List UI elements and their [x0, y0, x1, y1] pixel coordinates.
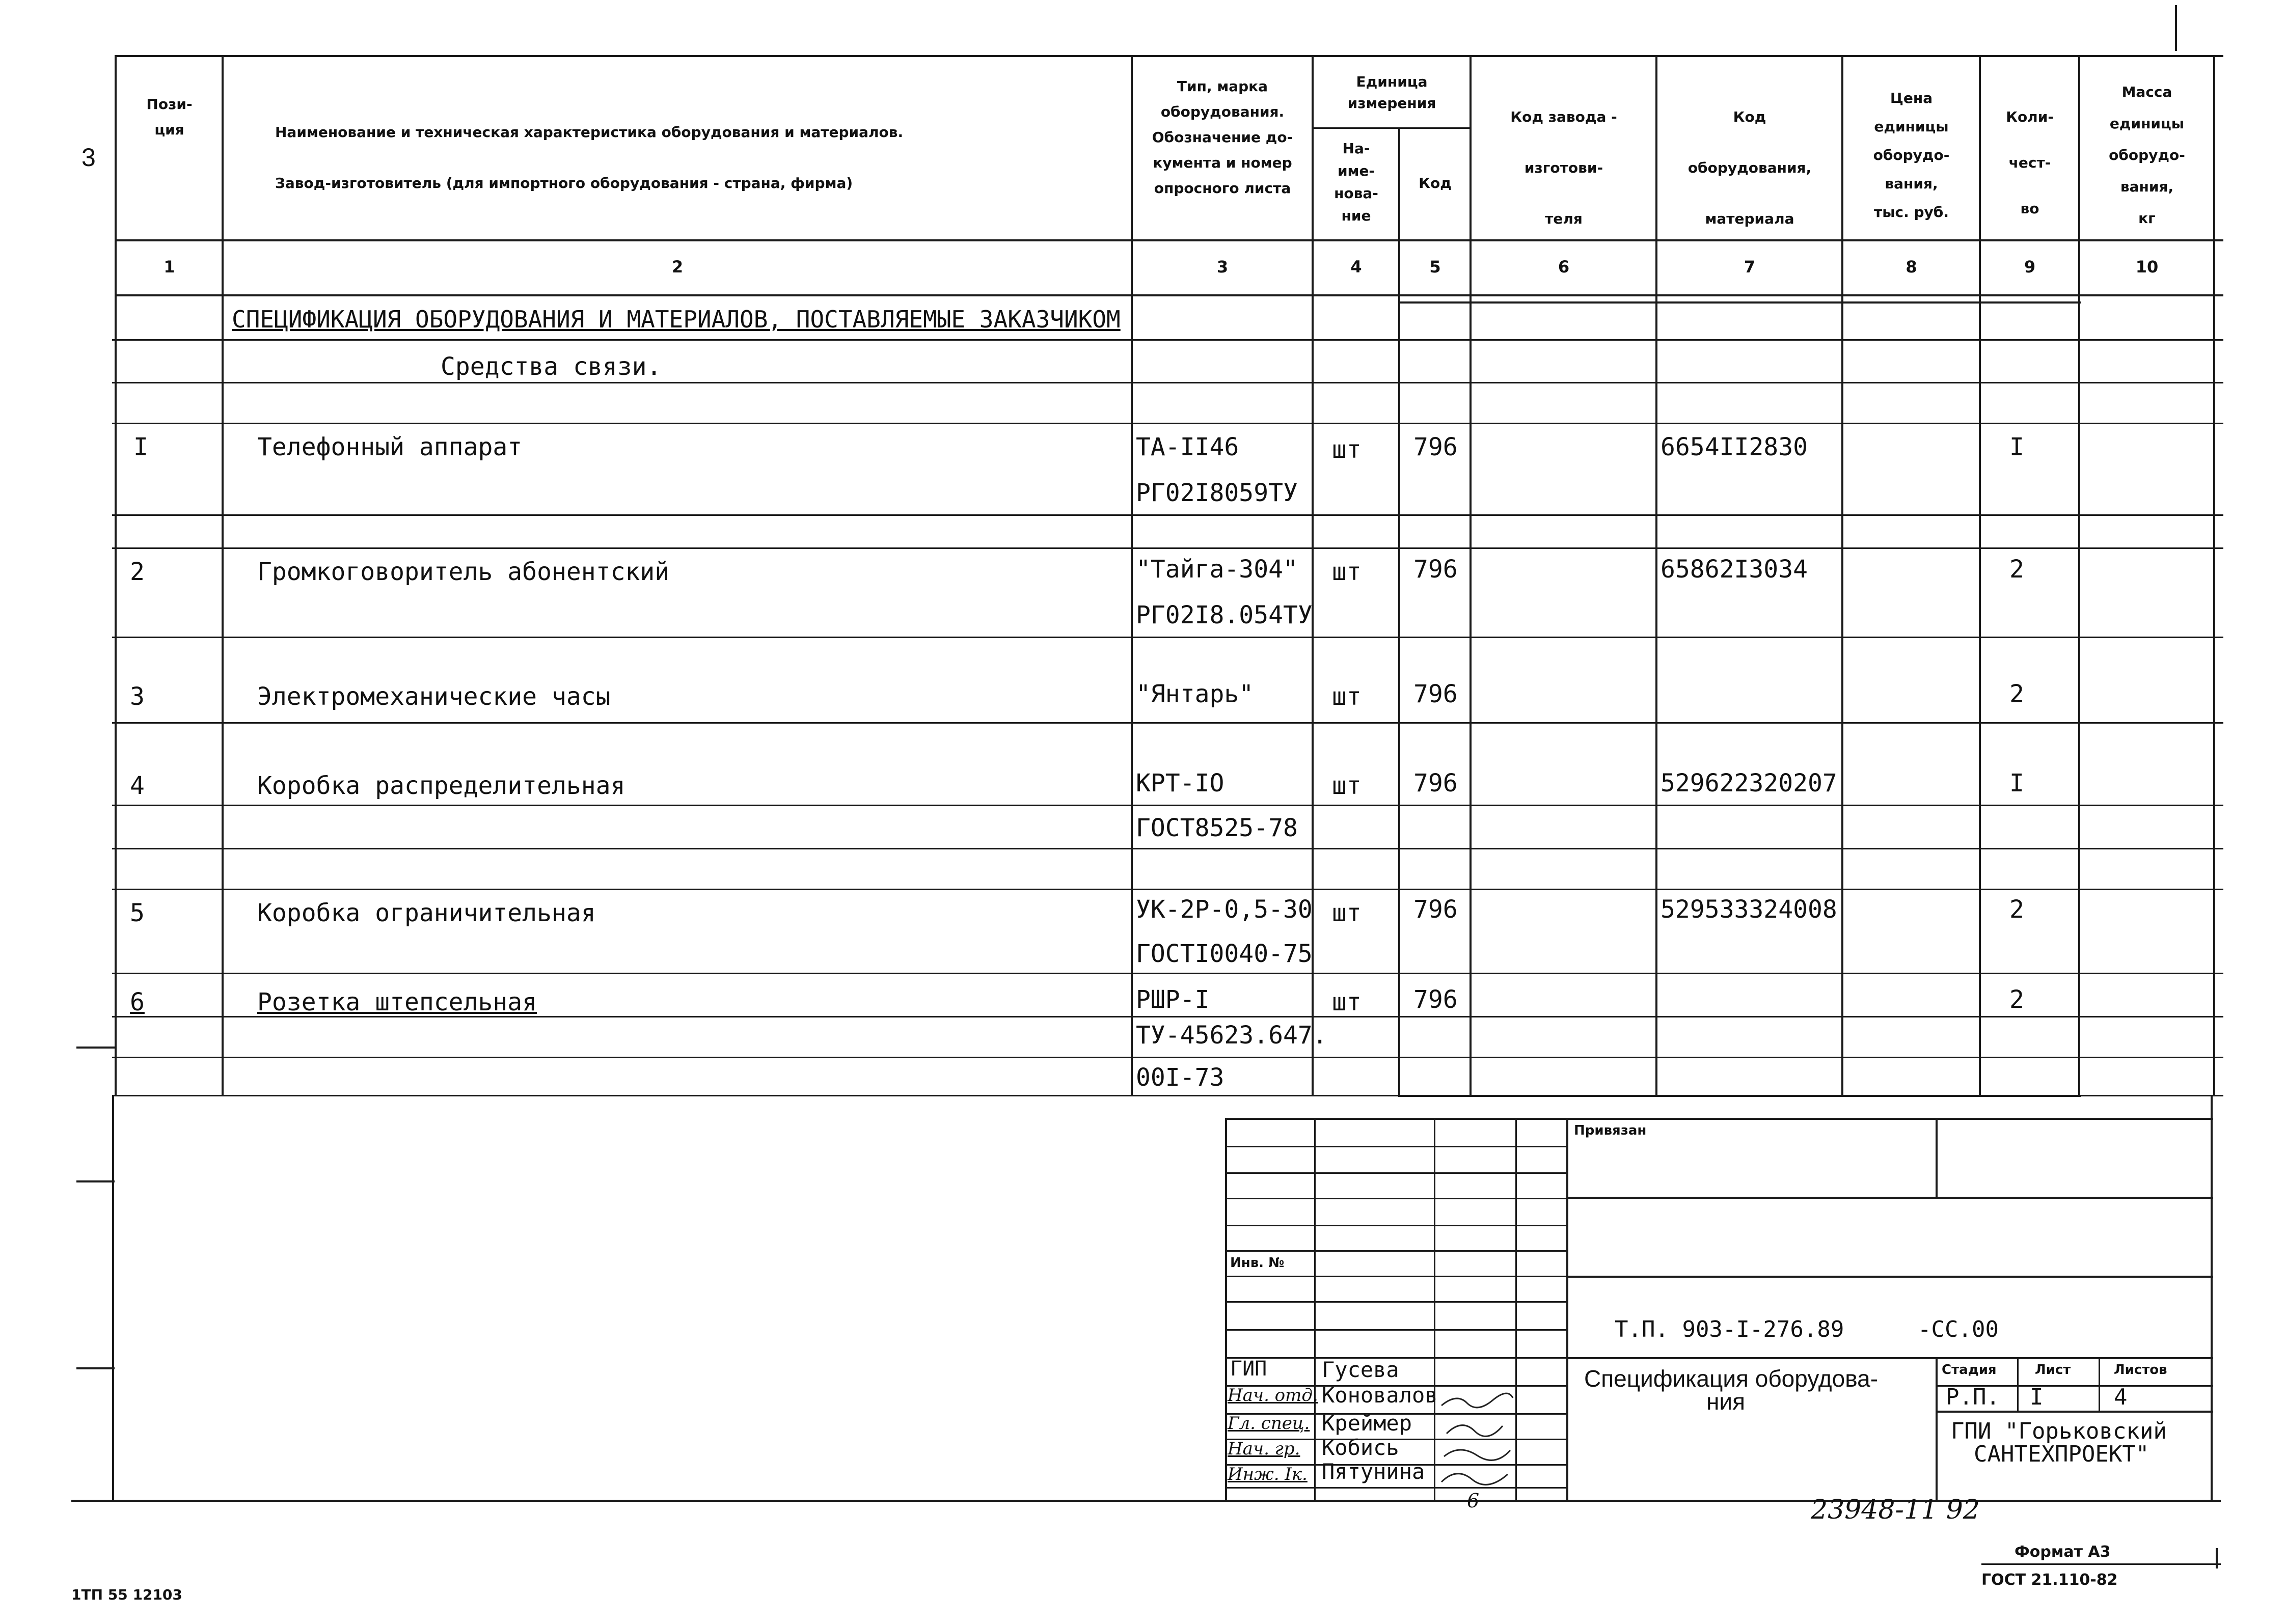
- row-position: I: [133, 433, 148, 461]
- header-factory-code: Код завода - изготови- теля: [1510, 108, 1617, 227]
- row-type: "Тайга-304": [1136, 555, 1298, 584]
- small-mark: 6: [1467, 1490, 1480, 1512]
- title-line-2: ния: [1706, 1388, 1746, 1415]
- row-quantity: I: [2009, 433, 2024, 461]
- row-type: ТА-II46: [1136, 433, 1239, 461]
- org-line-1: ГПИ "Горьковский: [1951, 1418, 2167, 1444]
- stage-label: Стадия: [1942, 1362, 1997, 1378]
- frame-right: [2211, 1095, 2213, 1501]
- sheet-label: Лист: [2035, 1362, 2071, 1378]
- row-type-doc: ГОСТ8525-78: [1136, 814, 1298, 842]
- row-name: Коробка распределительная: [257, 772, 625, 800]
- name-kreimer: Креймер: [1322, 1411, 1412, 1436]
- row-equipment-code: 65862I3034: [1661, 555, 1808, 584]
- document-code: Т.П. 903-I-276.89: [1615, 1316, 1844, 1342]
- row-position: 2: [130, 558, 145, 586]
- sheets-label: Листов: [2114, 1362, 2167, 1378]
- row-position: 4: [130, 772, 145, 800]
- row-name: Электромеханические часы: [257, 682, 611, 711]
- inv-number-label: Инв. №: [1230, 1255, 1285, 1271]
- row-quantity: 2: [2009, 680, 2024, 708]
- role-head-group: Нач. гр.: [1228, 1439, 1300, 1459]
- row-unit-code: 796: [1413, 555, 1458, 584]
- col-number-3: 3: [1216, 257, 1229, 277]
- row-type-doc: ТУ-45623.647.: [1136, 1021, 1327, 1050]
- stage-value: Р.П.: [1946, 1384, 2000, 1410]
- header-quantity: Коли- чест- во: [2006, 108, 2054, 217]
- subsection-title: Средства связи.: [441, 352, 662, 381]
- col-number-8: 8: [1906, 257, 1917, 277]
- col-number-10: 10: [2135, 257, 2159, 277]
- col-number-5: 5: [1429, 257, 1441, 277]
- row-unit-code: 796: [1413, 985, 1458, 1014]
- header-position: Пози- ция: [146, 96, 193, 138]
- margin-tick: [76, 1367, 115, 1369]
- document-suffix: -СС.00: [1918, 1316, 1999, 1342]
- header-name: Наименование и техническая характеристика оборудования и материалов. Завод-изготовитель (для импортного оборудования - страна, фирма): [275, 124, 904, 191]
- title-line-1: Спецификация оборудова-: [1584, 1365, 1879, 1392]
- role-gip: ГИП: [1230, 1357, 1267, 1381]
- name-pyatunina: Пятунина: [1322, 1459, 1425, 1484]
- role-engineer: Инж. Iк.: [1228, 1464, 1308, 1484]
- row-type: РШР-I: [1136, 985, 1210, 1014]
- row-quantity: 2: [2009, 555, 2024, 584]
- row-unit-code: 796: [1413, 769, 1458, 797]
- header-price: Цена единицы оборудо- вания, тыс. руб.: [1873, 90, 1950, 221]
- sheets-value: 4: [2114, 1384, 2128, 1410]
- row-name: Коробка ограничительная: [257, 899, 596, 927]
- row-type-doc: РГ02I8059ТУ: [1136, 479, 1298, 507]
- corner-tick: [2175, 5, 2177, 51]
- row-quantity: 2: [2009, 985, 2024, 1014]
- role-chief-spec: Гл. спец.: [1228, 1413, 1310, 1434]
- row-type: "Янтарь": [1136, 680, 1254, 708]
- privyazan-label: Привязан: [1574, 1123, 1647, 1138]
- row-type: КРТ-IO: [1136, 769, 1224, 797]
- row-equipment-code: 529533324008: [1661, 895, 1837, 924]
- signature-marks: [1436, 1385, 1518, 1492]
- name-konovalov: Коновалов: [1322, 1383, 1438, 1408]
- row-position: 5: [130, 899, 145, 927]
- margin-tick: [76, 1047, 115, 1049]
- row-unit: шт: [1332, 435, 1362, 464]
- col-number-1: 1: [164, 257, 175, 277]
- header-mass: Масса единицы оборудо- вания, кг: [2109, 84, 2185, 227]
- frame-left: [112, 1095, 114, 1501]
- row-type: УК-2Р-0,5-30: [1136, 895, 1313, 924]
- row-name: Розетка штепсельная: [257, 988, 537, 1016]
- col-number-6: 6: [1558, 257, 1570, 277]
- header-unit-name: На- име- нова- ние: [1334, 140, 1378, 224]
- row-equipment-code: 6654II2830: [1661, 433, 1808, 461]
- row-unit: шт: [1332, 558, 1362, 586]
- header-unit-group: Единица измерения: [1347, 73, 1436, 112]
- margin-number: 3: [81, 143, 96, 172]
- bottom-left-code: 1ТП 55 12103: [71, 1586, 182, 1603]
- col-number-7: 7: [1744, 257, 1756, 277]
- row-quantity: I: [2009, 769, 2024, 797]
- row-unit-code: 796: [1413, 433, 1458, 461]
- corner-tick: [2216, 1548, 2218, 1568]
- row-quantity: 2: [2009, 895, 2024, 924]
- gost-label: ГОСТ 21.110-82: [1981, 1571, 2118, 1589]
- row-unit-code: 796: [1413, 895, 1458, 924]
- margin-tick: [76, 1180, 115, 1182]
- row-unit: шт: [1332, 988, 1362, 1016]
- row-unit: шт: [1332, 682, 1362, 711]
- section-title: СПЕЦИФИКАЦИЯ ОБОРУДОВАНИЯ И МАТЕРИАЛОВ, ПОСТАВЛЯЕМЫЕ ЗАКАЗЧИКОМ: [232, 306, 1121, 333]
- header-equipment-code: Код оборудования, материала: [1688, 108, 1812, 227]
- row-type-doc: ГОСТI0040-75: [1136, 940, 1313, 968]
- row-position: 3: [130, 682, 145, 711]
- col-number-9: 9: [2024, 257, 2036, 277]
- row-unit: шт: [1332, 899, 1362, 927]
- format-line: [1981, 1563, 2221, 1565]
- row-position: 6: [130, 988, 145, 1016]
- header-type: Тип, марка оборудования. Обозначение до- кумента и номер опросного листа: [1152, 78, 1293, 197]
- row-type-doc-cont: 00I-73: [1136, 1063, 1224, 1092]
- format-label: Формат А3: [2015, 1543, 2111, 1561]
- name-kobis: Кобись: [1322, 1435, 1399, 1460]
- col-number-2: 2: [671, 257, 684, 277]
- handwritten-number: 23948-11 92: [1811, 1495, 1980, 1525]
- sheet-value: I: [2030, 1384, 2044, 1410]
- row-type-doc: РГ02I8.054ТУ: [1136, 601, 1313, 629]
- row-equipment-code: 529622320207: [1661, 769, 1837, 797]
- role-head-dept: Нач. отд.: [1228, 1385, 1318, 1406]
- header-unit-code: Код: [1419, 175, 1452, 191]
- row-name: Громкоговоритель абонентский: [257, 558, 670, 586]
- org-line-2: САНТЕХПРОЕКТ": [1974, 1441, 2149, 1467]
- row-unit: шт: [1332, 772, 1362, 800]
- row-unit-code: 796: [1413, 680, 1458, 708]
- name-guseva: Гусева: [1322, 1357, 1399, 1382]
- row-name: Телефонный аппарат: [257, 433, 523, 461]
- col-number-4: 4: [1350, 257, 1362, 277]
